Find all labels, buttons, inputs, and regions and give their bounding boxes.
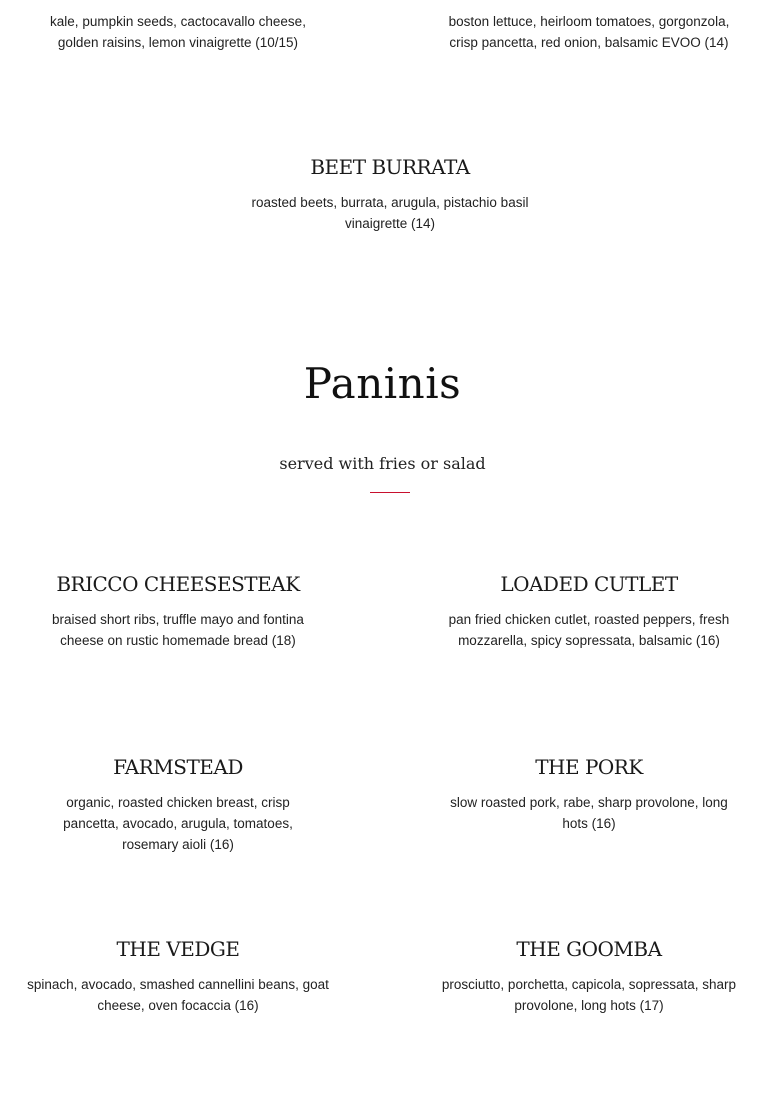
- menu-item-salad-boston: [446, 12, 732, 54]
- item-description: kale, pumpkin seeds, cactocavallo cheese, golden raisins, lemon vinaigrette (10/15): [50, 14, 306, 50]
- item-description: prosciutto, porchetta, capicola, sopressata, sharp provolone, long hots (17): [441, 977, 737, 1013]
- item-description: spinach, avocado, smashed cannellini beans, goat cheese, oven focaccia (16): [27, 977, 329, 1013]
- item-name: LOADED CUTLET: [500, 572, 678, 596]
- item-description: organic, roasted chicken breast, crisp pancetta, avocado, arugula, tomatoes, rosemary aioli (16): [63, 795, 293, 852]
- section-subtitle: served with fries or salad: [279, 454, 486, 473]
- section-title: Paninis: [303, 359, 462, 408]
- menu-item-the-vedge: [26, 937, 330, 1017]
- item-description: boston lettuce, heirloom tomatoes, gorgonzola, crisp pancetta, red onion, balsamic EVOO (14): [448, 14, 730, 50]
- menu-item-the-goomba: [441, 937, 737, 1017]
- menu-item-beet-burrata: [232, 155, 548, 235]
- item-description: roasted beets, burrata, arugula, pistachio basil vinaigrette (14): [251, 195, 529, 231]
- item-name: THE VEDGE: [116, 937, 240, 961]
- item-name: THE GOOMBA: [516, 937, 662, 961]
- section-divider: [370, 492, 410, 494]
- item-description: slow roasted pork, rabe, sharp provolone, long hots (16): [450, 795, 728, 831]
- item-name: BRICCO CHEESESTEAK: [56, 572, 300, 596]
- menu-item-bricco-cheesesteak: [33, 572, 323, 652]
- item-name: BEET BURRATA: [310, 155, 470, 179]
- menu-item-salad-kale: [28, 12, 328, 54]
- item-name: FARMSTEAD: [113, 755, 243, 779]
- item-name: THE PORK: [535, 755, 643, 779]
- item-description: pan fried chicken cutlet, roasted peppers, fresh mozzarella, spicy sopressata, balsamic (16): [448, 612, 730, 648]
- menu-item-farmstead: [43, 755, 313, 855]
- item-description: braised short ribs, truffle mayo and fontina cheese on rustic homemade bread (18): [52, 612, 304, 648]
- menu-item-the-pork: [446, 755, 732, 835]
- menu-item-loaded-cutlet: [440, 572, 738, 652]
